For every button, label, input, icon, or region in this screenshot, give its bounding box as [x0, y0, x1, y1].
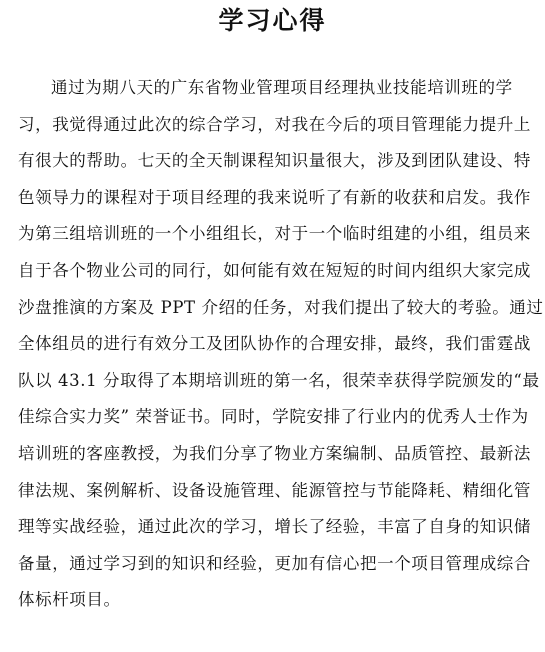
- body-line: 习，我觉得通过此次的综合学习，对我在今后的项目管理能力提升上: [18, 114, 531, 134]
- body-line: 色领导力的课程对于项目经理的我来说听了有新的收获和启发。我作: [18, 187, 531, 207]
- body-line: 培训班的客座教授，为我们分享了物业方案编制、品质管控、最新法: [18, 443, 531, 463]
- body-line: 队以 43.1 分取得了本期培训班的第一名，很荣幸获得学院颁发的“最: [18, 370, 540, 390]
- body-line: 有很大的帮助。七天的全天制课程知识量很大，涉及到团队建设、特: [18, 151, 531, 171]
- body-line: 为第三组培训班的一个小组组长，对于一个临时组建的小组，组员来: [18, 224, 531, 244]
- body-line: 理等实战经验，通过此次的学习，增长了经验，丰富了自身的知识储: [18, 517, 531, 537]
- body-line: 律法规、案例解析、设备设施管理、能源管控与节能降耗、精细化管: [18, 480, 531, 500]
- body-line: 体标杆项目。: [18, 590, 121, 610]
- body-line: 备量，通过学习到的知识和经验，更加有信心把一个项目管理成综合: [18, 553, 531, 573]
- document-body: [18, 70, 544, 619]
- body-line: 全体组员的进行有效分工及团队协作的合理安排，最终，我们雷霆战: [18, 334, 531, 354]
- body-line: 佳综合实力奖” 荣誉证书。同时，学院安排了行业内的优秀人士作为: [18, 407, 529, 427]
- body-line: 沙盘推演的方案及 PPT 介绍的任务，对我们提出了较大的考验。通过: [18, 297, 544, 317]
- document-title: 学习心得: [218, 6, 327, 35]
- body-line: 自于各个物业公司的同行，如何能有效在短短的时间内组织大家完成: [18, 260, 531, 280]
- body-line: 通过为期八天的广东省物业管理项目经理执业技能培训班的学: [51, 78, 513, 97]
